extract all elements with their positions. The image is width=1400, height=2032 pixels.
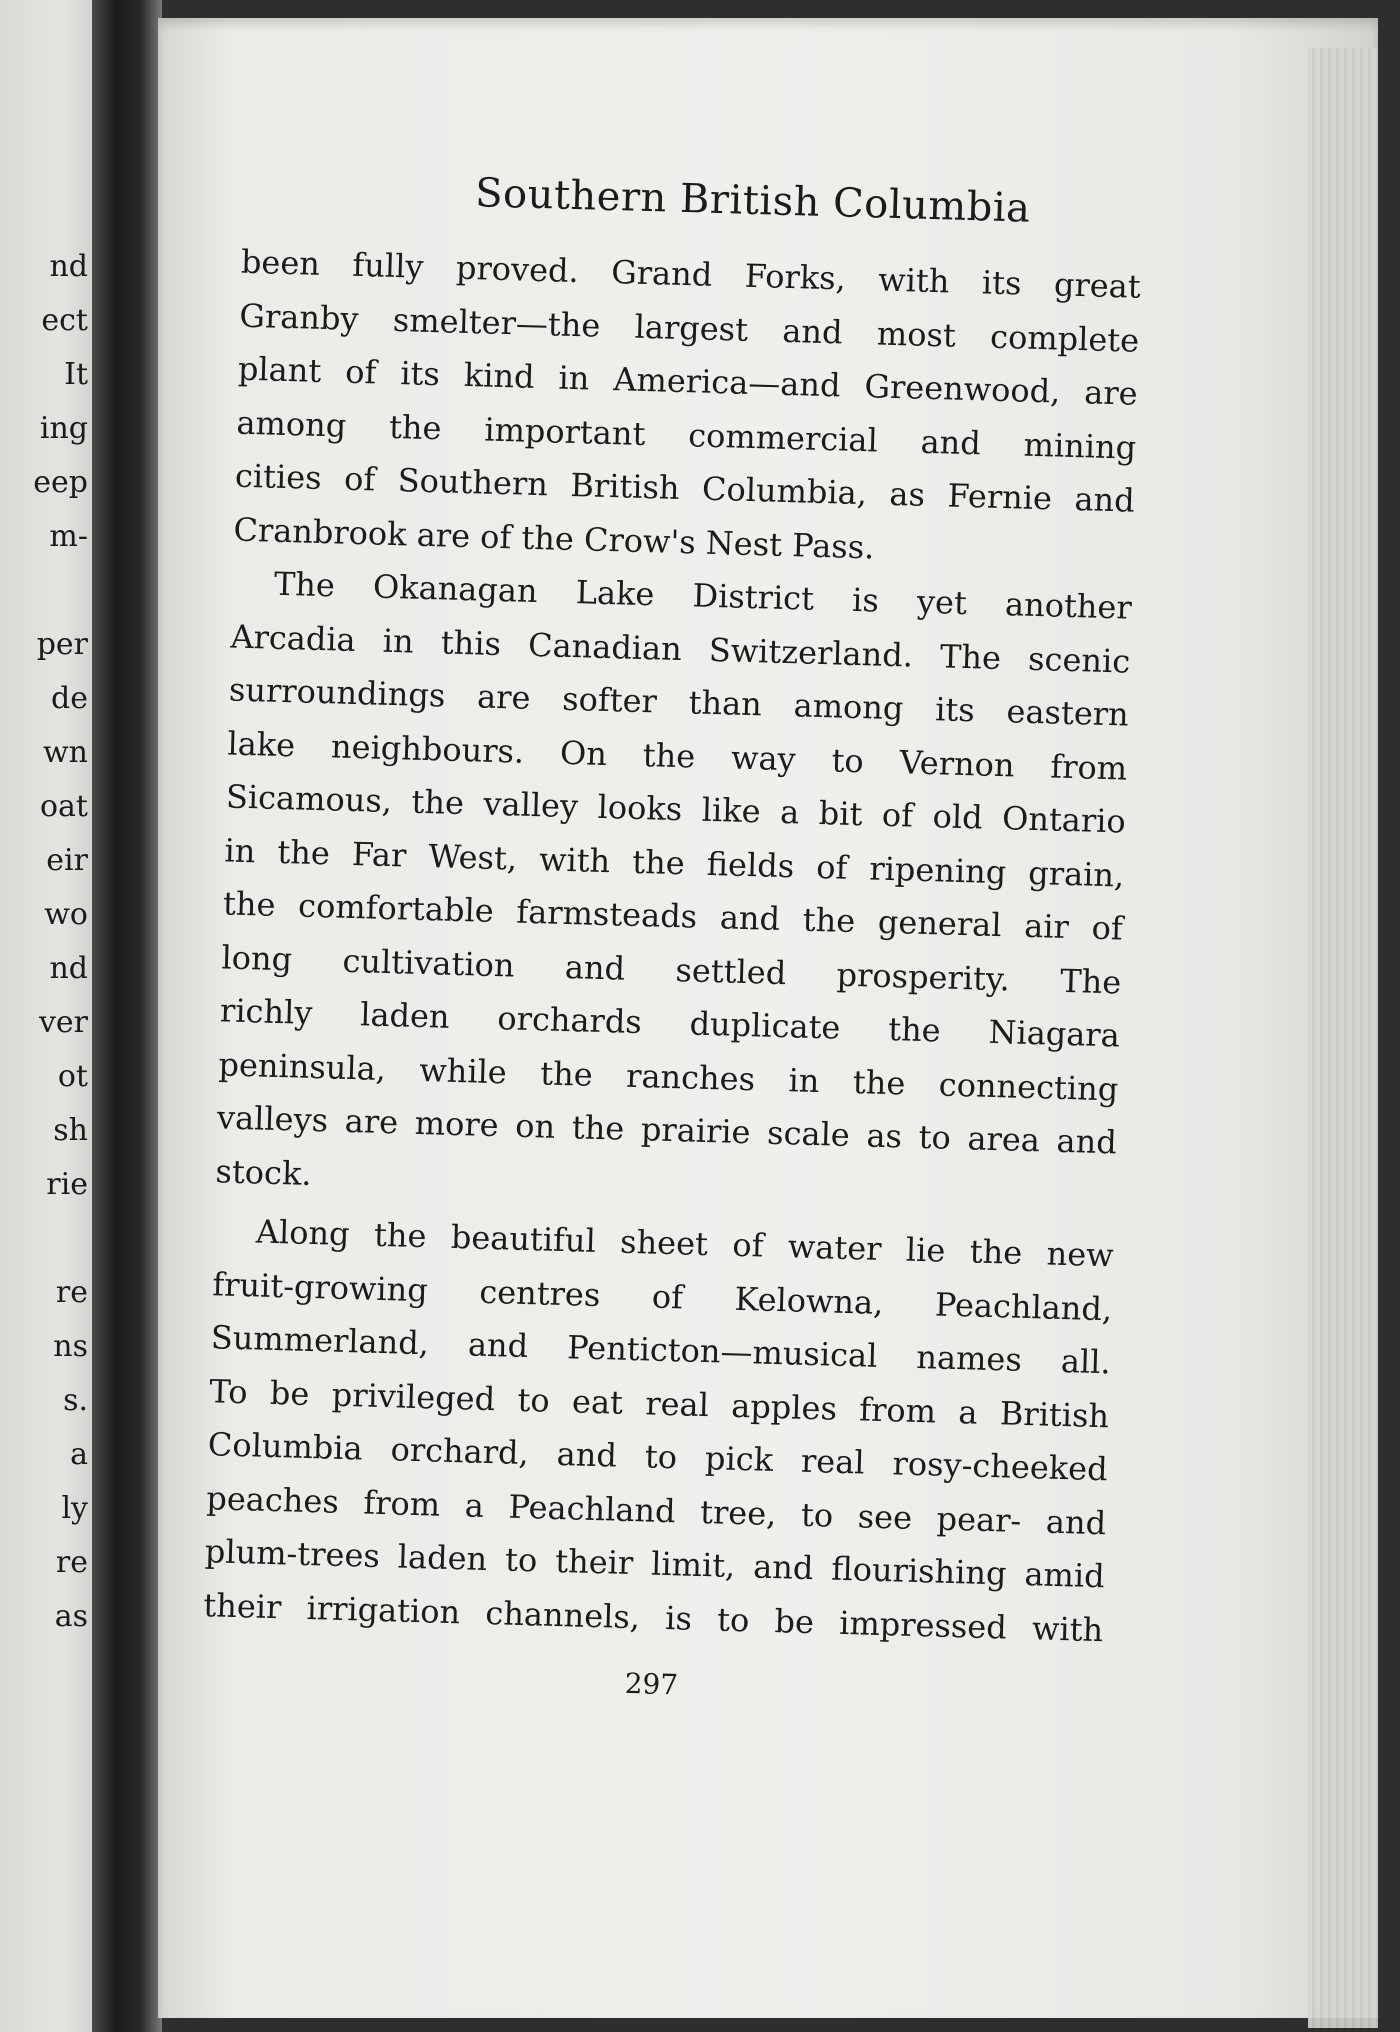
text-line: peaches from a Peachland tree, to see pear- and: [205, 1478, 1107, 1542]
page-297: [158, 18, 1378, 2018]
text-line: Summerland, and Penticton—musical names all.: [210, 1318, 1112, 1382]
previous-page-line-fragment: s.: [63, 1383, 88, 1418]
text-line: surroundings are softer than among its eastern: [228, 670, 1130, 734]
text-line: valleys are more on the prairie scale as to area and: [216, 1098, 1118, 1162]
text-line: been fully proved. Grand Forks, with its great: [240, 242, 1142, 306]
previous-page-line-fragment: m-: [49, 519, 88, 554]
text-line: Sicamous, the valley looks like a bit of old Ontario: [225, 777, 1127, 841]
text-line: lake neighbours. On the way to Vernon from: [227, 723, 1128, 788]
previous-page-line-fragment: ns: [53, 1329, 88, 1364]
previous-page-line-fragment: rie: [46, 1167, 88, 1202]
previous-page-fragment: [0, 0, 100, 2032]
text-line: long cultivation and settled prosperity. The: [221, 937, 1122, 1002]
previous-page-line-fragment: as: [54, 1599, 88, 1634]
previous-page-line-fragment: ver: [38, 1005, 88, 1040]
text-line: cities of Southern British Columbia, as Fernie and: [234, 456, 1136, 520]
previous-page-line-fragment: eir: [46, 843, 88, 878]
previous-page-line-fragment: nd: [49, 249, 88, 284]
text-line: the comfortable farmsteads and the general air of: [222, 884, 1124, 948]
text-line: plum-trees laden to their limit, and flourishing amid: [204, 1532, 1106, 1596]
previous-page-line-fragment: ly: [61, 1491, 88, 1526]
previous-page-line-fragment: eep: [33, 465, 88, 500]
previous-page-line-fragment: a: [70, 1437, 88, 1472]
previous-page-line-fragment: It: [64, 357, 88, 392]
previous-page-line-fragment: re: [55, 1545, 88, 1580]
body-text: [203, 236, 1142, 1658]
book-spine-gutter: [92, 0, 162, 2032]
text-line: fruit-growing centres of Kelowna, Peachland,: [211, 1264, 1113, 1328]
previous-page-line-fragment: nd: [49, 951, 88, 986]
text-line: plant of its kind in America—and Greenwood, are: [237, 349, 1139, 413]
previous-page-line-fragment: ot: [57, 1059, 88, 1094]
previous-page-line-fragment: wn: [43, 735, 88, 770]
text-line: Along the beautiful sheet of water lie the new: [255, 1212, 1115, 1275]
text-line: peninsula, while the ranches in the connecting: [218, 1044, 1119, 1108]
text-line: Cranbrook are of the Crow's Nest Pass.: [232, 510, 875, 566]
text-line: their irrigation channels, is to be impressed with: [202, 1585, 1104, 1649]
page-text-block: [202, 4, 1268, 1702]
text-line: in the Far West, with the fields of ripening grain,: [224, 830, 1125, 895]
previous-page-line-fragment: de: [51, 681, 88, 716]
text-line: richly laden orchards duplicate the Niagara: [219, 991, 1121, 1055]
page-number: 297: [624, 1666, 679, 1702]
text-line: stock.: [215, 1151, 313, 1193]
previous-page-line-endings: [33, 240, 88, 1644]
previous-page-line-fragment: sh: [53, 1113, 88, 1148]
text-line: Columbia orchard, and to pick real rosy-cheeked: [207, 1425, 1109, 1489]
previous-page-line-fragment: ect: [41, 303, 88, 338]
previous-page-line-fragment: oat: [39, 789, 88, 824]
text-line: Arcadia in this Canadian Switzerland. The scenic: [230, 617, 1131, 681]
previous-page-line-fragment: [33, 564, 88, 618]
previous-page-line-fragment: re: [55, 1275, 88, 1310]
text-line: To be privileged to eat real apples from a British: [208, 1371, 1110, 1435]
text-line: among the important commercial and mining: [235, 403, 1137, 467]
previous-page-line-fragment: wo: [44, 897, 88, 932]
previous-page-line-fragment: per: [36, 627, 88, 662]
text-line: Granby smelter—the largest and most complete: [238, 296, 1140, 360]
running-head: Southern British Columbia: [474, 170, 1032, 232]
previous-page-line-fragment: ing: [39, 411, 88, 446]
text-line: The Okanagan Lake District is yet another: [273, 564, 1133, 627]
previous-page-line-fragment: [33, 1212, 88, 1266]
page-edge-stack: [1308, 48, 1378, 2028]
